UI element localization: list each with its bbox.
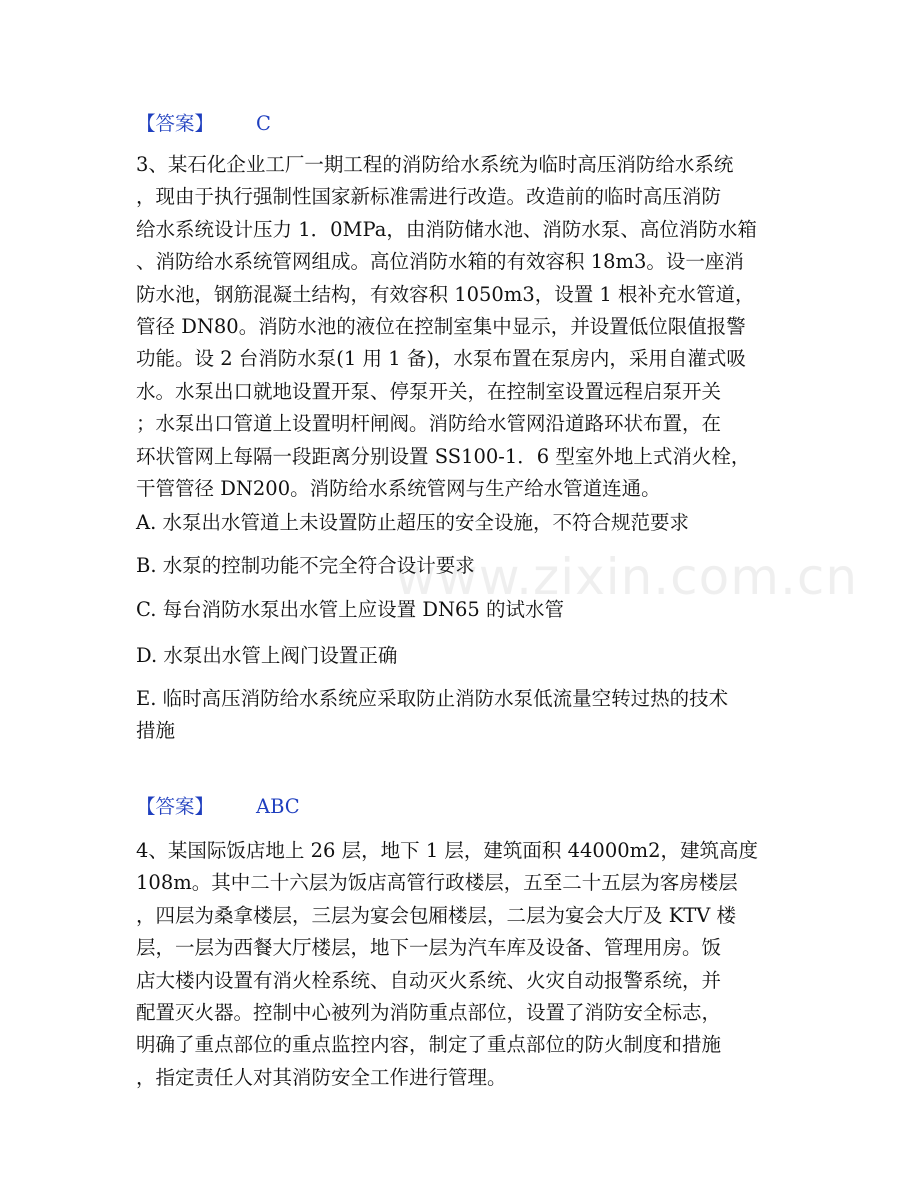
option-text: A. 水泵出水管道上未设置防止超压的安全设施，不符合规范要求 <box>136 511 689 534</box>
paragraph-line: 管径 DN80。消防水池的液位在控制室集中显示，并设置低位限值报警 <box>136 315 746 339</box>
paragraph-line: 给水系统设计压力 1．0MPa，由消防储水池、消防水泵、高位消防水箱 <box>136 217 757 241</box>
paragraph-line: 明确了重点部位的重点监控内容，制定了重点部位的防火制度和措施 <box>136 1033 722 1057</box>
option-text: B. 水泵的控制功能不完全符合设计要求 <box>136 554 475 577</box>
answer-block-2 <box>136 794 300 820</box>
option-text: 措施 <box>136 719 176 743</box>
option-text: D. 水泵出水管上阀门设置正确 <box>136 644 398 667</box>
paragraph-line: 防水池，钢筋混凝土结构，有效容积 1050m3，设置 1 根补充水管道， <box>136 282 755 306</box>
option-c <box>136 594 564 626</box>
option-d <box>136 640 397 672</box>
question-3-text <box>136 149 796 505</box>
answer-block-1 <box>136 111 271 137</box>
watermark: www.zixin.com.cn <box>395 548 859 606</box>
answer-value: C <box>256 112 271 135</box>
paragraph-line: ，指定责任人对其消防安全工作进行管理。 <box>136 1065 507 1089</box>
paragraph-line: 、消防给水系统管网组成。高位消防水箱的有效容积 18m3。设一座消 <box>136 250 744 274</box>
paragraph-line: ，现由于执行强制性国家新标准需进行改造。改造前的临时高压消防 <box>136 185 722 209</box>
paragraph-line: 配置灭火器。控制中心被列为消防重点部位，设置了消防安全标志， <box>136 1001 722 1025</box>
paragraph-line: 环状管网上每隔一段距离分别设置 SS100-1．6 型室外地上式消火栓， <box>136 444 751 468</box>
answer-label: 【答案】 <box>136 112 215 135</box>
paragraph-line: 功能。设 2 台消防水泵(1 用 1 备)，水泵布置在泵房内，采用自灌式吸 <box>136 347 746 371</box>
option-text: E. 临时高压消防给水系统应采取防止消防水泵低流量空转过热的技术 <box>136 687 729 710</box>
paragraph-line: 4、某国际饭店地上 26 层，地下 1 层，建筑面积 44000m2，建筑高度 <box>136 839 759 862</box>
option-b <box>136 550 475 582</box>
paragraph-line: ，四层为桑拿楼层，三层为宴会包厢楼层，二层为宴会大厅及 KTV 楼 <box>136 903 737 927</box>
paragraph-line: 干管管径 DN200。消防给水系统管网与生产给水管道连通。 <box>136 477 661 501</box>
option-text: C. 每台消防水泵出水管上应设置 DN65 的试水管 <box>136 598 565 621</box>
answer-value: ABC <box>256 795 300 818</box>
paragraph-line: 店大楼内设置有消火栓系统、自动灭火系统、火灾自动报警系统，并 <box>136 968 722 992</box>
paragraph-line: ；水泵出口管道上设置明杆闸阀。消防给水管网沿道路环状布置，在 <box>136 412 722 436</box>
option-a <box>136 507 689 539</box>
paragraph-line: 层，一层为西餐大厅楼层，地下一层为汽车库及设备、管理用房。饭 <box>136 936 722 960</box>
question-4-text <box>136 835 796 1094</box>
answer-label: 【答案】 <box>136 795 215 818</box>
option-e <box>136 683 728 748</box>
paragraph-line: 3、某石化企业工厂一期工程的消防给水系统为临时高压消防给水系统 <box>136 153 734 176</box>
paragraph-line: 水。水泵出口就地设置开泵、停泵开关，在控制室设置远程启泵开关 <box>136 379 722 403</box>
paragraph-line: 108m。其中二十六层为饭店高管行政楼层，五至二十五层为客房楼层 <box>136 871 738 895</box>
